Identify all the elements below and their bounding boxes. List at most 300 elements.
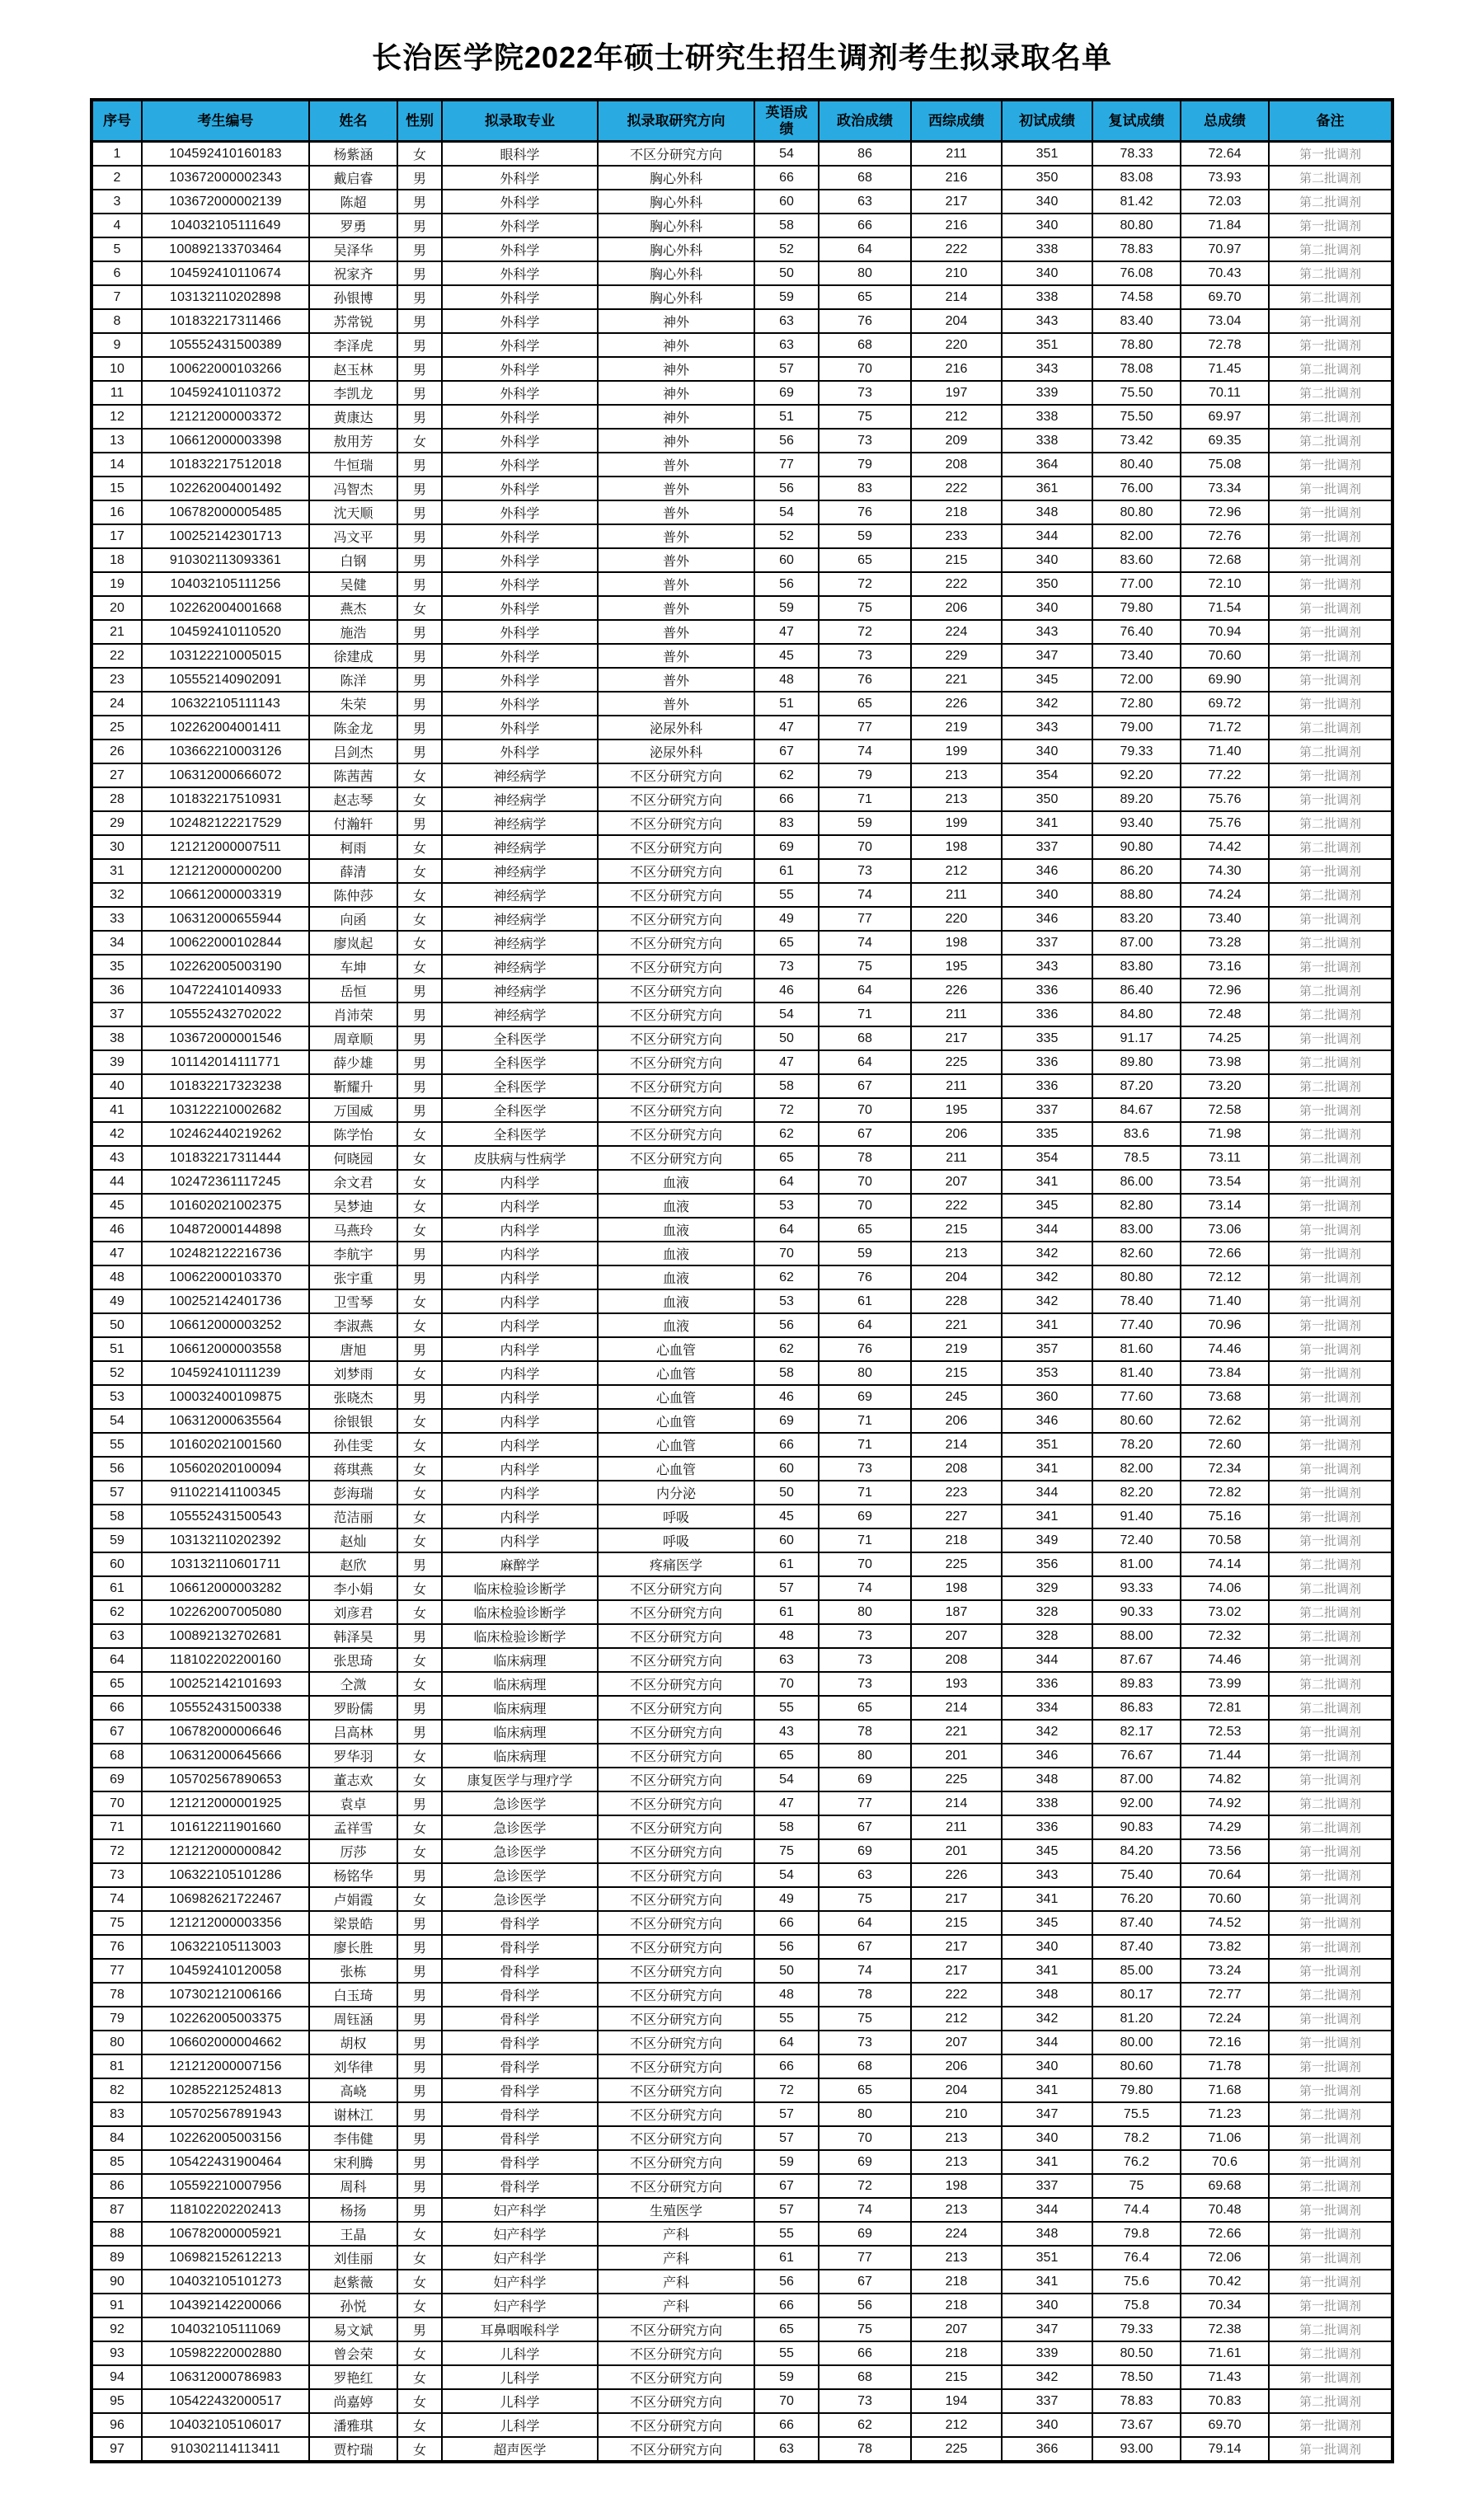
admission-table (90, 98, 1394, 2463)
cell-name: 岳恒 (309, 979, 397, 1002)
cell-gender: 男 (397, 716, 442, 740)
cell-name: 敖用芳 (309, 429, 397, 453)
cell-name: 吴梦迪 (309, 1194, 397, 1218)
cell-remark: 第一批调剂 (1269, 1385, 1392, 1409)
cell-name: 徐建成 (309, 644, 397, 668)
cell-no: 36 (92, 979, 142, 1002)
cell-gender: 女 (397, 1146, 442, 1170)
cell-major: 麻醉学 (442, 1552, 598, 1576)
cell-english-score: 57 (754, 2102, 819, 2126)
cell-gender: 女 (397, 1576, 442, 1600)
cell-western-medicine-score: 215 (911, 2365, 1002, 2389)
cell-remark: 第一批调剂 (1269, 596, 1392, 620)
cell-no: 8 (92, 309, 142, 333)
table-body (92, 142, 1392, 2463)
cell-english-score: 49 (754, 907, 819, 931)
cell-english-score: 55 (754, 1696, 819, 1720)
cell-remark: 第一批调剂 (1269, 214, 1392, 237)
cell-politics-score: 67 (819, 1074, 911, 1098)
cell-no: 58 (92, 1505, 142, 1528)
cell-initial-score: 350 (1002, 572, 1092, 596)
cell-candidate-id: 102262004001668 (142, 596, 309, 620)
cell-initial-score: 338 (1002, 285, 1092, 309)
cell-retest-score: 80.60 (1092, 1409, 1181, 1433)
table-row (92, 381, 1392, 405)
cell-retest-score: 89.80 (1092, 1050, 1181, 1074)
cell-politics-score: 70 (819, 1552, 911, 1576)
cell-name: 杨紫涵 (309, 142, 397, 167)
cell-gender: 男 (397, 1696, 442, 1720)
cell-research-direction: 不区分研究方向 (598, 1911, 754, 1935)
table-row (92, 1791, 1392, 1815)
cell-candidate-id: 106312000786983 (142, 2365, 309, 2389)
cell-initial-score: 346 (1002, 1409, 1092, 1433)
cell-candidate-id: 101602021002375 (142, 1194, 309, 1218)
cell-no: 51 (92, 1337, 142, 1361)
cell-remark: 第一批调剂 (1269, 1863, 1392, 1887)
cell-retest-score: 80.17 (1092, 1983, 1181, 2007)
cell-gender: 女 (397, 1839, 442, 1863)
cell-gender: 女 (397, 1313, 442, 1337)
cell-remark: 第一批调剂 (1269, 2198, 1392, 2222)
table-row (92, 1122, 1392, 1146)
cell-total-score: 71.84 (1181, 214, 1269, 237)
cell-politics-score: 73 (819, 859, 911, 883)
cell-candidate-id: 104592410110674 (142, 261, 309, 285)
cell-research-direction: 不区分研究方向 (598, 1098, 754, 1122)
cell-no: 7 (92, 285, 142, 309)
cell-retest-score: 75.6 (1092, 2270, 1181, 2294)
cell-research-direction: 胸心外科 (598, 285, 754, 309)
cell-politics-score: 70 (819, 2126, 911, 2150)
cell-total-score: 74.29 (1181, 1815, 1269, 1839)
cell-total-score: 69.90 (1181, 668, 1269, 692)
table-row (92, 740, 1392, 763)
cell-research-direction: 普外 (598, 477, 754, 500)
cell-total-score: 70.48 (1181, 2198, 1269, 2222)
cell-retest-score: 86.00 (1092, 1170, 1181, 1194)
table-row (92, 2102, 1392, 2126)
cell-remark: 第一批调剂 (1269, 1481, 1392, 1505)
cell-initial-score: 346 (1002, 1744, 1092, 1768)
cell-gender: 女 (397, 1361, 442, 1385)
cell-initial-score: 343 (1002, 309, 1092, 333)
cell-no: 11 (92, 381, 142, 405)
cell-name: 祝家齐 (309, 261, 397, 285)
cell-gender: 女 (397, 2246, 442, 2270)
cell-research-direction: 胸心外科 (598, 166, 754, 190)
cell-no: 14 (92, 453, 142, 477)
cell-politics-score: 61 (819, 1289, 911, 1313)
cell-candidate-id: 911022141100345 (142, 1481, 309, 1505)
cell-western-medicine-score: 204 (911, 2078, 1002, 2102)
cell-major: 全科医学 (442, 1050, 598, 1074)
table-row (92, 2198, 1392, 2222)
cell-english-score: 62 (754, 1337, 819, 1361)
cell-retest-score: 80.00 (1092, 2031, 1181, 2054)
cell-initial-score: 351 (1002, 142, 1092, 167)
cell-name: 戴启睿 (309, 166, 397, 190)
cell-major: 皮肤病与性病学 (442, 1146, 598, 1170)
cell-retest-score: 81.60 (1092, 1337, 1181, 1361)
cell-retest-score: 75.40 (1092, 1863, 1181, 1887)
cell-candidate-id: 103122210005015 (142, 644, 309, 668)
cell-candidate-id: 105602020100094 (142, 1457, 309, 1481)
cell-politics-score: 69 (819, 1839, 911, 1863)
cell-retest-score: 92.00 (1092, 1791, 1181, 1815)
cell-english-score: 49 (754, 1887, 819, 1911)
table-header-row (92, 100, 1392, 142)
cell-name: 胡权 (309, 2031, 397, 2054)
cell-no: 26 (92, 740, 142, 763)
cell-remark: 第一批调剂 (1269, 763, 1392, 787)
cell-politics-score: 63 (819, 1863, 911, 1887)
table-row (92, 572, 1392, 596)
table-row (92, 285, 1392, 309)
cell-research-direction: 不区分研究方向 (598, 2437, 754, 2462)
cell-total-score: 74.42 (1181, 835, 1269, 859)
cell-gender: 女 (397, 1600, 442, 1624)
table-row (92, 787, 1392, 811)
table-row (92, 1815, 1392, 1839)
cell-western-medicine-score: 225 (911, 2437, 1002, 2462)
cell-major: 急诊医学 (442, 1791, 598, 1815)
cell-english-score: 50 (754, 261, 819, 285)
cell-no: 25 (92, 716, 142, 740)
table-row (92, 2437, 1392, 2462)
cell-initial-score: 341 (1002, 2078, 1092, 2102)
table-row (92, 1337, 1392, 1361)
cell-no: 18 (92, 548, 142, 572)
cell-gender: 女 (397, 1289, 442, 1313)
cell-name: 沈天顺 (309, 500, 397, 524)
cell-remark: 第一批调剂 (1269, 955, 1392, 979)
table-row (92, 1720, 1392, 1744)
cell-politics-score: 83 (819, 477, 911, 500)
cell-name: 吴健 (309, 572, 397, 596)
cell-western-medicine-score: 214 (911, 1433, 1002, 1457)
cell-remark: 第一批调剂 (1269, 1098, 1392, 1122)
cell-retest-score: 83.60 (1092, 548, 1181, 572)
cell-name: 施浩 (309, 620, 397, 644)
cell-no: 89 (92, 2246, 142, 2270)
cell-politics-score: 74 (819, 883, 911, 907)
cell-western-medicine-score: 198 (911, 931, 1002, 955)
cell-total-score: 71.54 (1181, 596, 1269, 620)
cell-western-medicine-score: 213 (911, 2246, 1002, 2270)
cell-english-score: 75 (754, 1839, 819, 1863)
cell-english-score: 59 (754, 596, 819, 620)
cell-remark: 第一批调剂 (1269, 309, 1392, 333)
cell-retest-score: 78.80 (1092, 333, 1181, 357)
cell-remark: 第二批调剂 (1269, 811, 1392, 835)
cell-name: 吕剑杰 (309, 740, 397, 763)
cell-remark: 第二批调剂 (1269, 1552, 1392, 1576)
cell-name: 谢林江 (309, 2102, 397, 2126)
cell-initial-score: 334 (1002, 1696, 1092, 1720)
cell-research-direction: 神外 (598, 357, 754, 381)
cell-major: 眼科学 (442, 142, 598, 167)
cell-major: 急诊医学 (442, 1839, 598, 1863)
cell-no: 82 (92, 2078, 142, 2102)
table-row (92, 1361, 1392, 1385)
cell-initial-score: 346 (1002, 907, 1092, 931)
cell-name: 肖沛荣 (309, 1002, 397, 1026)
cell-politics-score: 80 (819, 2102, 911, 2126)
table-row (92, 1146, 1392, 1170)
cell-major: 临床病理 (442, 1648, 598, 1672)
cell-western-medicine-score: 233 (911, 524, 1002, 548)
cell-research-direction: 不区分研究方向 (598, 1935, 754, 1959)
cell-major: 内科学 (442, 1481, 598, 1505)
cell-retest-score: 78.40 (1092, 1289, 1181, 1313)
cell-no: 75 (92, 1911, 142, 1935)
cell-major: 临床病理 (442, 1744, 598, 1768)
cell-candidate-id: 106312000666072 (142, 763, 309, 787)
cell-western-medicine-score: 221 (911, 668, 1002, 692)
cell-initial-score: 344 (1002, 524, 1092, 548)
cell-english-score: 64 (754, 1218, 819, 1242)
cell-candidate-id: 121212000000842 (142, 1839, 309, 1863)
cell-research-direction: 普外 (598, 620, 754, 644)
cell-major: 超声医学 (442, 2437, 598, 2462)
cell-retest-score: 81.00 (1092, 1552, 1181, 1576)
cell-name: 黄康达 (309, 405, 397, 429)
cell-research-direction: 呼吸 (598, 1528, 754, 1552)
cell-western-medicine-score: 217 (911, 1959, 1002, 1983)
cell-western-medicine-score: 199 (911, 811, 1002, 835)
table-row (92, 357, 1392, 381)
cell-politics-score: 72 (819, 620, 911, 644)
cell-retest-score: 78.2 (1092, 2126, 1181, 2150)
table-row (92, 1696, 1392, 1720)
cell-remark: 第一批调剂 (1269, 1194, 1392, 1218)
cell-name: 罗艳红 (309, 2365, 397, 2389)
cell-english-score: 45 (754, 1505, 819, 1528)
cell-gender: 女 (397, 2294, 442, 2317)
cell-retest-score: 88.00 (1092, 1624, 1181, 1648)
cell-total-score: 73.04 (1181, 309, 1269, 333)
cell-total-score: 72.66 (1181, 1242, 1269, 1265)
cell-major: 全科医学 (442, 1098, 598, 1122)
cell-gender: 女 (397, 1409, 442, 1433)
cell-politics-score: 70 (819, 1170, 911, 1194)
cell-western-medicine-score: 221 (911, 1313, 1002, 1337)
cell-name: 刘梦雨 (309, 1361, 397, 1385)
cell-retest-score: 75.50 (1092, 405, 1181, 429)
table-row (92, 859, 1392, 883)
cell-major: 外科学 (442, 692, 598, 716)
cell-politics-score: 65 (819, 1218, 911, 1242)
cell-remark: 第二批调剂 (1269, 2102, 1392, 2126)
cell-name: 马燕玲 (309, 1218, 397, 1242)
cell-gender: 男 (397, 740, 442, 763)
cell-retest-score: 81.20 (1092, 2007, 1181, 2031)
cell-candidate-id: 106312000645666 (142, 1744, 309, 1768)
cell-remark: 第一批调剂 (1269, 453, 1392, 477)
cell-total-score: 73.54 (1181, 1170, 1269, 1194)
cell-name: 廖长胜 (309, 1935, 397, 1959)
cell-no: 3 (92, 190, 142, 214)
cell-retest-score: 75.8 (1092, 2294, 1181, 2317)
cell-remark: 第一批调剂 (1269, 692, 1392, 716)
cell-total-score: 75.16 (1181, 1505, 1269, 1528)
table-row (92, 1863, 1392, 1887)
cell-research-direction: 泌尿外科 (598, 740, 754, 763)
column-header-candidate-id: 考生编号 (142, 100, 309, 142)
cell-retest-score: 78.33 (1092, 142, 1181, 167)
cell-research-direction: 不区分研究方向 (598, 835, 754, 859)
cell-english-score: 54 (754, 1768, 819, 1791)
cell-research-direction: 血液 (598, 1265, 754, 1289)
cell-total-score: 70.11 (1181, 381, 1269, 405)
cell-no: 32 (92, 883, 142, 907)
table-row (92, 2317, 1392, 2341)
cell-gender: 男 (397, 692, 442, 716)
cell-retest-score: 84.67 (1092, 1098, 1181, 1122)
cell-remark: 第一批调剂 (1269, 2294, 1392, 2317)
cell-english-score: 54 (754, 142, 819, 167)
cell-total-score: 70.97 (1181, 237, 1269, 261)
cell-candidate-id: 101832217323238 (142, 1074, 309, 1098)
cell-research-direction: 普外 (598, 596, 754, 620)
cell-no: 34 (92, 931, 142, 955)
cell-name: 杨扬 (309, 2198, 397, 2222)
cell-name: 罗勇 (309, 214, 397, 237)
cell-gender: 男 (397, 1098, 442, 1122)
cell-retest-score: 74.58 (1092, 285, 1181, 309)
cell-english-score: 66 (754, 166, 819, 190)
cell-no: 57 (92, 1481, 142, 1505)
cell-retest-score: 93.33 (1092, 1576, 1181, 1600)
cell-major: 耳鼻咽喉科学 (442, 2317, 598, 2341)
cell-remark: 第一批调剂 (1269, 1242, 1392, 1265)
cell-remark: 第一批调剂 (1269, 1911, 1392, 1935)
cell-research-direction: 不区分研究方向 (598, 1026, 754, 1050)
cell-candidate-id: 103672000002139 (142, 190, 309, 214)
cell-politics-score: 66 (819, 2341, 911, 2365)
cell-initial-score: 341 (1002, 2270, 1092, 2294)
cell-name: 易文斌 (309, 2317, 397, 2341)
cell-candidate-id: 910302113093361 (142, 548, 309, 572)
cell-candidate-id: 106612000003558 (142, 1337, 309, 1361)
cell-western-medicine-score: 211 (911, 142, 1002, 167)
cell-remark: 第一批调剂 (1269, 1887, 1392, 1911)
cell-name: 宋利腾 (309, 2150, 397, 2174)
cell-no: 81 (92, 2054, 142, 2078)
cell-politics-score: 70 (819, 835, 911, 859)
cell-english-score: 54 (754, 1002, 819, 1026)
cell-candidate-id: 105552432702022 (142, 1002, 309, 1026)
cell-total-score: 69.70 (1181, 2413, 1269, 2437)
cell-english-score: 56 (754, 572, 819, 596)
column-header-initial-score: 初试成绩 (1002, 100, 1092, 142)
table-row (92, 524, 1392, 548)
cell-no: 59 (92, 1528, 142, 1552)
cell-remark: 第一批调剂 (1269, 1720, 1392, 1744)
cell-remark: 第一批调剂 (1269, 1265, 1392, 1289)
cell-candidate-id: 104592410120058 (142, 1959, 309, 1983)
cell-research-direction: 泌尿外科 (598, 716, 754, 740)
cell-western-medicine-score: 220 (911, 333, 1002, 357)
cell-candidate-id: 102482122216736 (142, 1242, 309, 1265)
cell-gender: 女 (397, 931, 442, 955)
table-row (92, 2222, 1392, 2246)
cell-candidate-id: 105552140902091 (142, 668, 309, 692)
cell-total-score: 74.46 (1181, 1337, 1269, 1361)
cell-english-score: 60 (754, 1528, 819, 1552)
cell-english-score: 83 (754, 811, 819, 835)
cell-retest-score: 90.80 (1092, 835, 1181, 859)
cell-gender: 男 (397, 500, 442, 524)
cell-research-direction: 神外 (598, 333, 754, 357)
cell-name: 薛清 (309, 859, 397, 883)
cell-remark: 第二批调剂 (1269, 1074, 1392, 1098)
cell-candidate-id: 105982220002880 (142, 2341, 309, 2365)
cell-gender: 男 (397, 1863, 442, 1887)
cell-name: 廖岚起 (309, 931, 397, 955)
cell-major: 临床病理 (442, 1672, 598, 1696)
cell-initial-score: 351 (1002, 333, 1092, 357)
cell-english-score: 66 (754, 2294, 819, 2317)
cell-candidate-id: 101832217510931 (142, 787, 309, 811)
cell-major: 内科学 (442, 1313, 598, 1337)
table-row (92, 1313, 1392, 1337)
cell-english-score: 72 (754, 2078, 819, 2102)
cell-candidate-id: 106312000635564 (142, 1409, 309, 1433)
cell-name: 燕杰 (309, 596, 397, 620)
cell-candidate-id: 105552431500389 (142, 333, 309, 357)
cell-initial-score: 340 (1002, 2294, 1092, 2317)
cell-research-direction: 不区分研究方向 (598, 763, 754, 787)
cell-total-score: 72.62 (1181, 1409, 1269, 1433)
cell-candidate-id: 104592410110372 (142, 381, 309, 405)
cell-candidate-id: 106612000003252 (142, 1313, 309, 1337)
cell-english-score: 57 (754, 2198, 819, 2222)
cell-total-score: 72.76 (1181, 524, 1269, 548)
cell-gender: 女 (397, 1457, 442, 1481)
cell-initial-score: 348 (1002, 500, 1092, 524)
cell-initial-score: 348 (1002, 1768, 1092, 1791)
cell-politics-score: 59 (819, 1242, 911, 1265)
cell-initial-score: 336 (1002, 979, 1092, 1002)
cell-research-direction: 血液 (598, 1289, 754, 1313)
cell-total-score: 69.72 (1181, 692, 1269, 716)
cell-politics-score: 79 (819, 453, 911, 477)
cell-initial-score: 343 (1002, 1863, 1092, 1887)
cell-western-medicine-score: 211 (911, 1815, 1002, 1839)
cell-retest-score: 78.50 (1092, 2365, 1181, 2389)
cell-politics-score: 73 (819, 2031, 911, 2054)
cell-politics-score: 76 (819, 500, 911, 524)
cell-total-score: 73.98 (1181, 1050, 1269, 1074)
cell-candidate-id: 106312000655944 (142, 907, 309, 931)
cell-english-score: 58 (754, 1361, 819, 1385)
cell-research-direction: 不区分研究方向 (598, 907, 754, 931)
cell-research-direction: 不区分研究方向 (598, 2007, 754, 2031)
cell-name: 赵灿 (309, 1528, 397, 1552)
cell-politics-score: 69 (819, 1385, 911, 1409)
cell-english-score: 69 (754, 1409, 819, 1433)
cell-gender: 女 (397, 2341, 442, 2365)
cell-name: 周钰涵 (309, 2007, 397, 2031)
table-row (92, 979, 1392, 1002)
cell-total-score: 70.43 (1181, 261, 1269, 285)
cell-politics-score: 74 (819, 2198, 911, 2222)
cell-western-medicine-score: 215 (911, 1361, 1002, 1385)
cell-no: 31 (92, 859, 142, 883)
cell-remark: 第二批调剂 (1269, 2317, 1392, 2341)
